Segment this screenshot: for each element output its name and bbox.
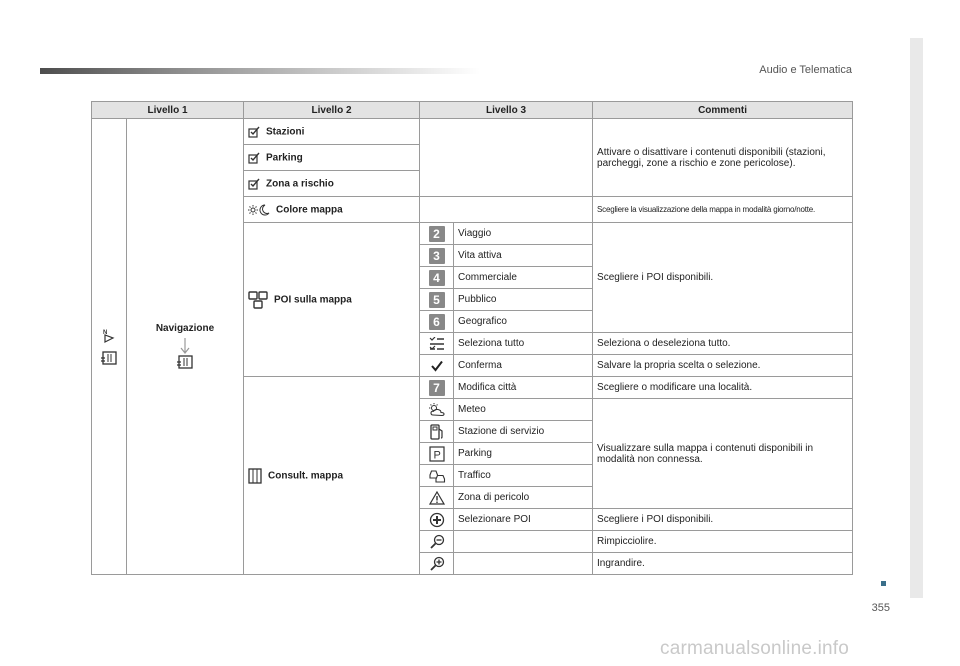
- icon-cell: [420, 509, 454, 531]
- icon-cell: [420, 443, 454, 465]
- number-badge: 5: [429, 292, 445, 308]
- comment-cell: Scegliere i POI disponibili.: [593, 509, 853, 531]
- icon-cell: [420, 487, 454, 509]
- comment-cell: Salvare la propria scelta o selezione.: [593, 355, 853, 377]
- level3-geografico[interactable]: Geografico: [454, 311, 593, 333]
- svg-text:N: N: [103, 329, 108, 336]
- level3-commerciale[interactable]: Commerciale: [454, 267, 593, 289]
- empty-cell: [454, 531, 593, 553]
- level2-parking[interactable]: Parking: [244, 145, 420, 171]
- header-commenti: Commenti: [593, 102, 853, 119]
- comment-cell: Visualizzare sulla mappa i contenuti disponibili in modalità non connessa.: [593, 399, 853, 509]
- badge-cell: [420, 377, 454, 399]
- level1-label: Navigazione: [155, 323, 215, 334]
- level1-icons-cell: [92, 119, 127, 575]
- zoom-in-icon: [429, 556, 445, 572]
- page-marker: [881, 581, 886, 586]
- icon-cell: [420, 355, 454, 377]
- select-all-icon: [429, 337, 445, 351]
- number-badge: 4: [429, 270, 445, 286]
- watermark: carmanualsonline.info: [660, 638, 850, 659]
- level2-colore-mappa[interactable]: Colore mappa: [244, 197, 420, 223]
- comment-cell: Attivare o disattivare i contenuti disponibili (stazioni, parcheggi, zone a rischio e zone pericolose).: [593, 119, 853, 197]
- comment-cell: Scegliere i POI disponibili.: [593, 223, 853, 333]
- header-livello-1: Livello 1: [92, 102, 244, 119]
- day-night-icon: [248, 204, 270, 216]
- checkbox-icon: [248, 178, 260, 190]
- number-badge: 7: [429, 380, 445, 396]
- zoom-out-icon: [429, 534, 445, 550]
- level3-vita-attiva[interactable]: Vita attiva: [454, 245, 593, 267]
- badge-cell: [420, 267, 454, 289]
- comment-cell: Ingrandire.: [593, 553, 853, 575]
- level3-seleziona-tutto[interactable]: Seleziona tutto: [454, 333, 593, 355]
- parking-icon: [429, 446, 445, 462]
- table-row: [92, 119, 853, 145]
- level3-zona-pericolo[interactable]: Zona di pericolo: [454, 487, 593, 509]
- header-livello-2: Livello 2: [244, 102, 420, 119]
- number-badge: 6: [429, 314, 445, 330]
- level2-poi-mappa[interactable]: POI sulla mappa: [244, 223, 420, 377]
- section-title: Audio e Telematica: [759, 64, 852, 76]
- level3-viaggio[interactable]: Viaggio: [454, 223, 593, 245]
- level3-meteo[interactable]: Meteo: [454, 399, 593, 421]
- map-fold-icon: [248, 468, 262, 484]
- warning-icon: [429, 491, 445, 505]
- page-number: 355: [871, 602, 890, 614]
- header-gradient-bar: [40, 68, 480, 74]
- icon-cell[interactable]: [420, 553, 454, 575]
- badge-cell: [420, 311, 454, 333]
- navigation-menu-table: [91, 101, 853, 575]
- comment-cell: Scegliere o modificare una località.: [593, 377, 853, 399]
- comment-cell: Scegliere la visualizzazione della mappa in modalità giorno/notte.: [593, 197, 853, 223]
- icon-cell: [420, 399, 454, 421]
- level2-consult-mappa[interactable]: Consult. mappa: [244, 377, 420, 575]
- badge-cell: [420, 245, 454, 267]
- table-header-row: [92, 102, 853, 119]
- compass-north-icon: [102, 328, 116, 344]
- traffic-icon: [428, 469, 446, 483]
- header-livello-3: Livello 3: [420, 102, 593, 119]
- page-edge-strip: [910, 38, 923, 598]
- fuel-station-icon: [430, 424, 444, 440]
- empty-cell: [420, 119, 593, 197]
- svg-text:P: P: [433, 449, 441, 461]
- comment-cell: Seleziona o deseleziona tutto.: [593, 333, 853, 355]
- badge-cell: [420, 289, 454, 311]
- icon-cell: [420, 421, 454, 443]
- checkbox-icon: [248, 152, 260, 164]
- icon-cell[interactable]: [420, 531, 454, 553]
- comment-cell: Rimpicciolire.: [593, 531, 853, 553]
- arrow-down-icon: [180, 338, 190, 354]
- poi-map-icon: [248, 291, 268, 309]
- level3-parking[interactable]: Parking: [454, 443, 593, 465]
- number-badge: 2: [429, 226, 445, 242]
- level1-label-cell: [127, 119, 244, 575]
- map-menu-icon: [176, 354, 194, 370]
- level3-pubblico[interactable]: Pubblico: [454, 289, 593, 311]
- empty-cell: [454, 553, 593, 575]
- map-menu-icon: [100, 350, 118, 366]
- empty-cell: [420, 197, 593, 223]
- level3-conferma[interactable]: Conferma: [454, 355, 593, 377]
- number-badge: 3: [429, 248, 445, 264]
- level3-selezionare-poi[interactable]: Selezionare POI: [454, 509, 593, 531]
- badge-cell: [420, 223, 454, 245]
- icon-cell: [420, 465, 454, 487]
- add-poi-icon: [429, 512, 445, 528]
- level3-stazione-servizio[interactable]: Stazione di servizio: [454, 421, 593, 443]
- level2-stazioni[interactable]: Stazioni: [244, 119, 420, 145]
- weather-icon: [428, 403, 446, 417]
- level2-zona-rischio[interactable]: Zona a rischio: [244, 171, 420, 197]
- checkbox-icon: [248, 126, 260, 138]
- icon-cell: [420, 333, 454, 355]
- checkmark-icon: [431, 360, 443, 372]
- level3-modifica-citta[interactable]: Modifica città: [454, 377, 593, 399]
- level3-traffico[interactable]: Traffico: [454, 465, 593, 487]
